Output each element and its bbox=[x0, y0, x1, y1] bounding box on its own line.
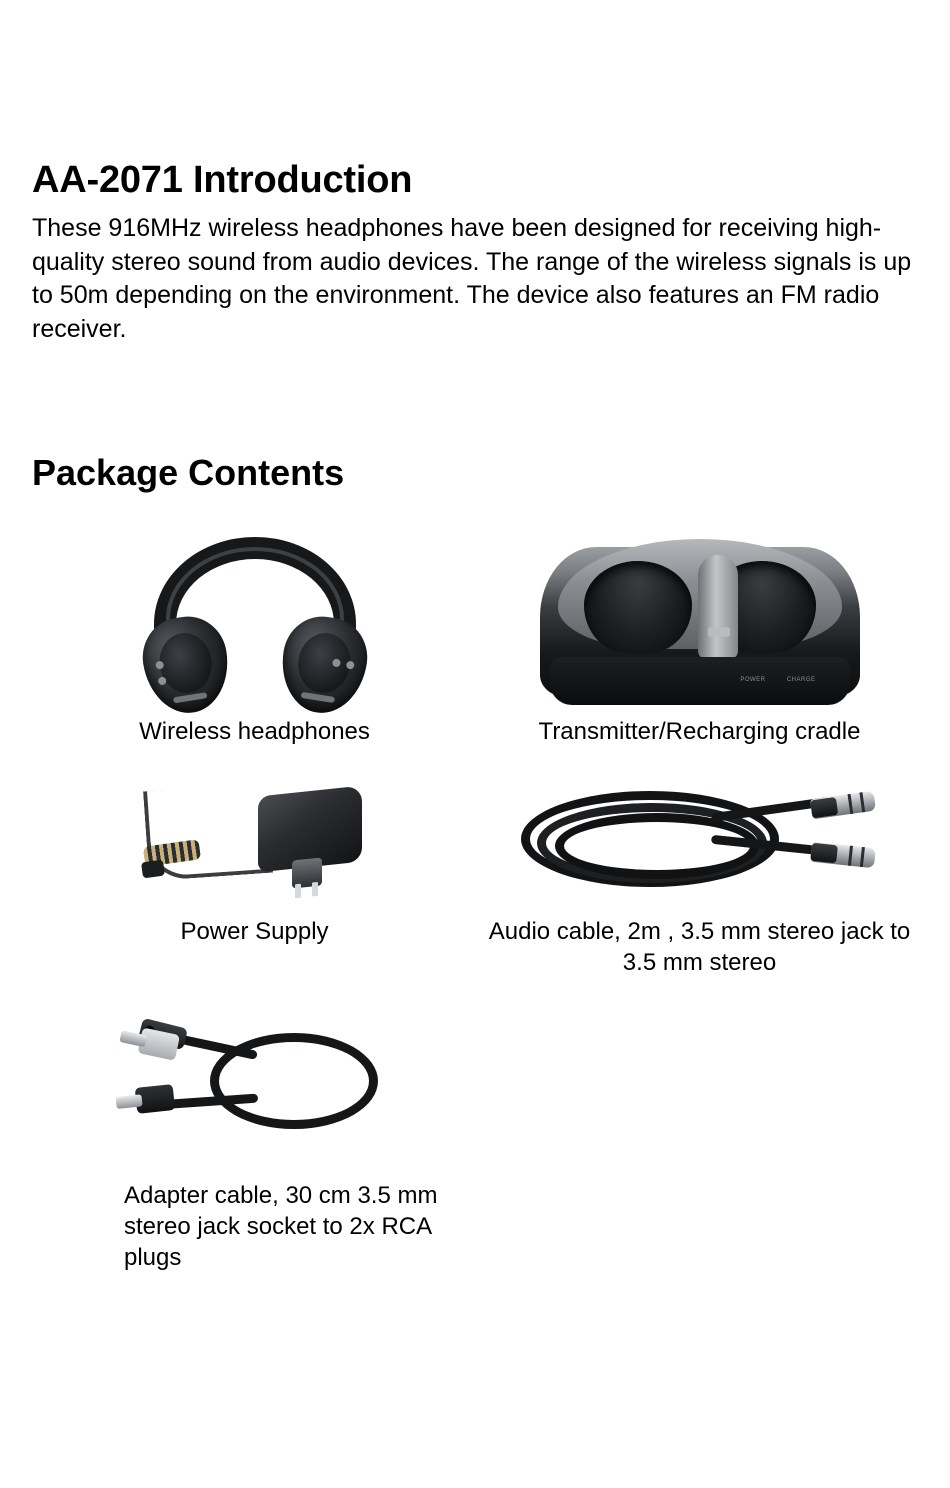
jack-ring-top-a bbox=[847, 793, 853, 813]
caption-cradle: Transmitter/Recharging cradle bbox=[538, 718, 861, 746]
caption-headphones: Wireless headphones bbox=[139, 718, 370, 746]
package-item-cradle bbox=[477, 526, 922, 747]
headphones-right-pad bbox=[293, 630, 354, 697]
package-item-audio-cable bbox=[477, 766, 922, 978]
adapter-cable-icon bbox=[110, 1015, 400, 1165]
cradle-well-left bbox=[584, 561, 692, 653]
caption-audio-cable: Audio cable, 2m , 3.5 mm stereo jack to 3.5 mm stereo bbox=[488, 917, 911, 976]
package-row-2 bbox=[32, 766, 922, 978]
headphones-art bbox=[32, 526, 477, 716]
headphones-left-strip bbox=[172, 693, 207, 704]
section-title-package-contents: Package Contents bbox=[32, 451, 345, 493]
headphones-icon bbox=[140, 531, 370, 711]
audio-cable-icon bbox=[515, 783, 885, 899]
headphones-button-left-b bbox=[157, 677, 166, 686]
jack-ring-bottom-a bbox=[847, 845, 852, 865]
audio-cable-jack-top bbox=[809, 790, 875, 819]
adapter-cable-art bbox=[32, 1000, 477, 1180]
caption-adapter-cable: Adapter cable, 30 cm 3.5 mm stereo jack socket to 2x RCA plugs bbox=[124, 1181, 438, 1272]
package-item-adapter-cable bbox=[32, 1000, 477, 1274]
package-contents-grid bbox=[32, 526, 922, 1273]
power-supply-pin-1 bbox=[295, 883, 301, 898]
jack-barrel-bottom bbox=[810, 842, 838, 863]
package-item-headphones bbox=[32, 526, 477, 747]
headphones-right-strip bbox=[300, 692, 335, 703]
row-spacer-1 bbox=[32, 748, 922, 766]
cradle-contact-notch bbox=[708, 627, 730, 637]
cradle-art bbox=[477, 526, 922, 716]
cradle-front-panel bbox=[550, 657, 850, 705]
package-item-power-supply bbox=[32, 766, 477, 978]
intro-paragraph: These 916MHz wireless headphones have been designed for receiving high-quality stereo sound from audio devices. The range of the wireless signals is up to 50m depending on the environment. The device also features an FM radio receiver. bbox=[32, 213, 912, 344]
jack-ring-bottom-b bbox=[859, 847, 864, 867]
cradle-label-power: POWER bbox=[740, 677, 766, 684]
jack-ring-top-b bbox=[859, 792, 865, 812]
power-supply-art bbox=[32, 766, 477, 916]
caption-power-supply: Power Supply bbox=[180, 917, 329, 945]
audio-cable-art bbox=[477, 766, 922, 916]
power-supply-icon bbox=[140, 781, 370, 901]
jack-barrel-top bbox=[810, 797, 838, 818]
charging-cradle-icon bbox=[540, 529, 860, 713]
adapter-rca-plug-black bbox=[114, 1084, 174, 1116]
package-row-3-empty bbox=[477, 1000, 922, 1274]
page-title: AA-2071 Introduction bbox=[32, 159, 413, 201]
power-supply-dc-plug bbox=[140, 859, 164, 878]
audio-cable-jack-bottom bbox=[810, 841, 876, 868]
power-supply-mains-pins bbox=[292, 857, 322, 888]
package-row-1 bbox=[32, 526, 922, 747]
cradle-label-charge: CHARGE bbox=[786, 677, 816, 684]
package-row-3 bbox=[32, 1000, 922, 1274]
cradle-center-ridge bbox=[698, 555, 738, 659]
power-supply-pin-2 bbox=[312, 881, 318, 896]
headphones-left-pad bbox=[155, 630, 216, 697]
row-spacer-2 bbox=[32, 978, 922, 1000]
rca-tip-black bbox=[115, 1094, 142, 1109]
